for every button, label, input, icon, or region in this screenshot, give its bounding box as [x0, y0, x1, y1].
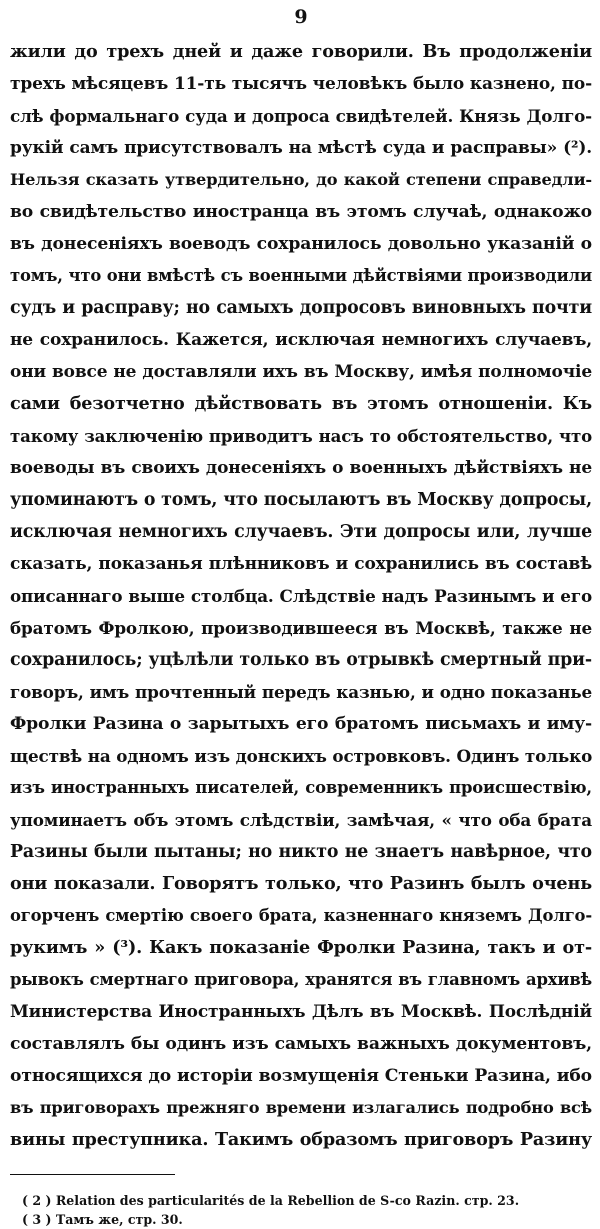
text-line: не сохранилось. Кажется, исключая немногихъ случаевъ, — [10, 330, 592, 350]
text-line: Разины были пытаны; но никто не знаетъ навѣрное, что — [10, 842, 592, 862]
text-line: говоръ, имъ прочтенный передъ казнью, и одно показанье — [10, 682, 592, 702]
footnotes — [10, 1191, 592, 1229]
footnote-2: ( 2 ) Relation des particularités de la Rebellion de S-co Razin. стр. 23. — [22, 1193, 520, 1208]
text-line: упоминаетъ объ этомъ слѣдствіи, замѣчая, « что оба брата — [10, 810, 592, 830]
text-line: такому заключенію приводитъ насъ то обстоятельство, что — [10, 426, 592, 446]
text-line: огорченъ смертію своего брата, казненнаго княземъ Долго- — [10, 906, 592, 925]
text-line: жили до трехъ дней и даже говорили. Въ продолженіи — [10, 41, 592, 62]
text-line: въ донесеніяхъ воеводъ сохранилось довольно указаній о — [10, 234, 592, 254]
text-line: изъ иностранныхъ писателей, современникъ происшествію, — [10, 778, 592, 797]
text-line: сказать, показанья плѣнниковъ и сохранились въ составѣ — [10, 554, 592, 574]
text-line: во свидѣтельство иностранца въ этомъ случаѣ, однакожо — [10, 202, 592, 222]
text-line: ществѣ на одномъ изъ донскихъ островковъ. Одинъ только — [10, 746, 592, 766]
text-line: воеводы въ своихъ донесеніяхъ о военныхъ дѣйствіяхъ не — [10, 458, 592, 478]
text-line: описаннаго выше столбца. Слѣдствіе надъ Разинымъ и его — [10, 586, 592, 606]
text-line: Министерства Иностранныхъ Дѣлъ въ Москвѣ. Послѣдній — [10, 1002, 592, 1022]
text-line: вины преступника. Такимъ образомъ приговоръ Разину — [10, 1129, 592, 1150]
page-number: 9 — [294, 6, 308, 28]
text-line: судъ и расправу; но самыхъ допросовъ виновныхъ почти — [10, 298, 592, 318]
text-line: братомъ Фролкою, производившееся въ Москвѣ, также не — [10, 618, 592, 638]
text-line: относящихся до исторіи возмущенія Стеньки Разина, ибо — [10, 1066, 592, 1086]
text-line: они показали. Говорятъ только, что Разинъ былъ очень — [10, 873, 592, 894]
text-line: Нельзя сказать утвердительно, до какой степени справедли- — [10, 170, 592, 189]
text-line: рукій самъ присутствовалъ на мѣстѣ суда и расправы» (²). — [10, 138, 592, 158]
footnote-divider — [10, 1174, 175, 1175]
text-line: сами безотчетно дѣйствовать въ этомъ отношеніи. Къ — [10, 393, 592, 414]
text-line: рывокъ смертнаго приговора, хранятся въ главномъ архивѣ — [10, 970, 592, 989]
text-line: исключая немногихъ случаевъ. Эти допросы или, лучше — [10, 522, 592, 542]
footnote-3: ( 3 ) Тамъ же, стр. 30. — [22, 1212, 183, 1227]
text-line: трехъ мѣсяцевъ 11-ть тысячъ человѣкъ было казнено, по- — [10, 74, 592, 94]
text-line: сохранилось; уцѣлѣли только въ отрывкѣ смертный при- — [10, 650, 592, 670]
text-line: въ приговорахъ прежняго времени излагались подробно всѣ — [10, 1098, 592, 1117]
text-line: Фролки Разина о зарытыхъ его братомъ письмахъ и иму- — [10, 714, 592, 734]
body-text — [10, 36, 592, 1156]
text-line: слѣ формальнаго суда и допроса свидѣтелей. Князь Долго- — [10, 106, 592, 126]
text-line: они вовсе не доставляли ихъ въ Москву, имѣя полномочіе — [10, 362, 592, 382]
text-line: составлялъ бы одинъ изъ самыхъ важныхъ документовъ, — [10, 1034, 592, 1054]
text-line: упоминаютъ о томъ, что посылаютъ въ Москву допросы, — [10, 490, 592, 510]
text-line: рукимъ » (³). Какъ показаніе Фролки Разина, такъ и от- — [10, 937, 592, 958]
text-line: томъ, что они вмѣстѣ съ военными дѣйствіями производили — [10, 266, 592, 285]
